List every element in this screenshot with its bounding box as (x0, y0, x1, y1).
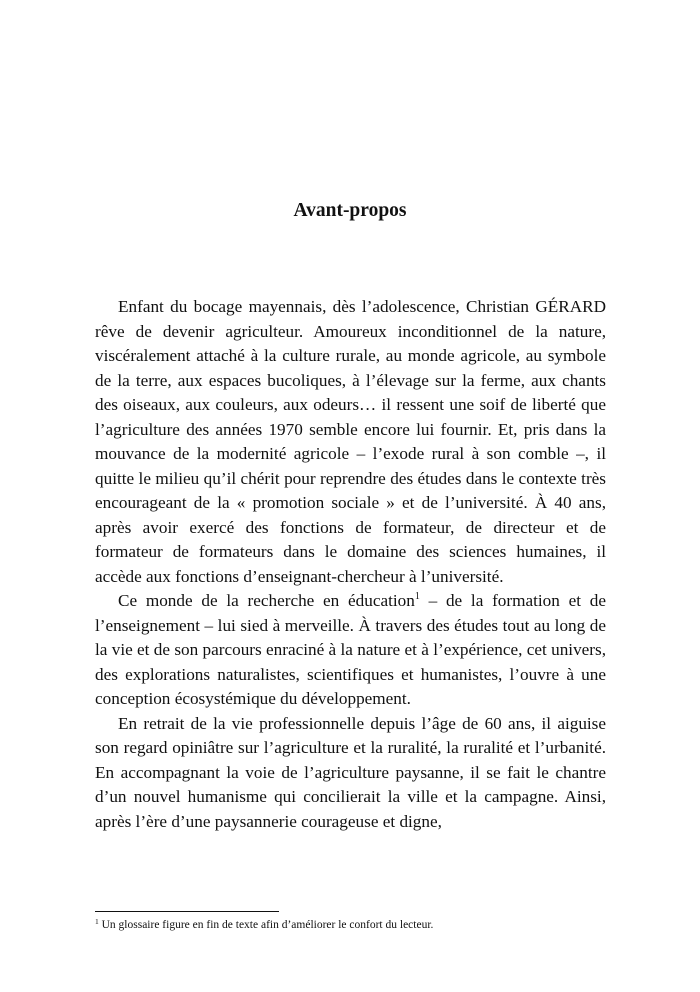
paragraph-2-text-start: Ce monde de la recherche en éducation (118, 591, 415, 610)
paragraph-1-text: Enfant du bocage mayennais, dès l’adolescence, Christian GÉRARD rêve de devenir agriculteur. Amoureux inconditionnel de la nature, viscéralement attaché à la culture rurale, au monde agricole, au symbole de la terre, aux espaces bucoliques, à l’élevage sur la ferme, aux chants des oiseaux, aux couleurs, aux odeurs… il ressent une soif de liberté que l’agriculture des années 1970 semble encore lui fournir. Et, pris dans la mouvance de la modernité agricole – l’exode rural à son comble –, il quitte le milieu qu’il chérit pour reprendre des études dans le contexte très encourageant de la « promotion sociale » et de l’université. À 40 ans, après avoir exercé des fonctions de formateur, de directeur et de formateur de formateurs dans le domaine des sciences humaines, il accède aux fonctions d’enseignant-chercheur à l’université. (95, 297, 606, 586)
footnote-text: Un glossaire figure en fin de texte afin d’améliorer le confort du lecteur. (98, 919, 434, 931)
body-text (95, 295, 606, 834)
footnote (95, 918, 606, 932)
paragraph-2-text-end: – de la formation et de l’enseignement – lui sied à merveille. À travers des études tout au long de la vie et de son parcours enraciné à la nature et à l’expérience, cet univers, des explorations naturalistes, scientifiques et humanistes, l’ouvre à une conception écosystémique du développement. (95, 591, 606, 708)
paragraph-1 (95, 295, 606, 589)
paragraph-2 (95, 589, 606, 712)
footnote-number: 1 (95, 917, 99, 926)
paragraph-3-text: En retrait de la vie professionnelle depuis l’âge de 60 ans, il aiguise son regard opiniâtre sur l’agriculture et la ruralité, la ruralité et l’urbanité. En accompagnant la voie de l’agriculture paysanne, il se fait le chantre d’un nouvel humanisme qui concilierait la ville et la campagne. Ainsi, après l’ère d’une paysannerie courageuse et digne, (95, 713, 606, 831)
page-title: Avant-propos (293, 200, 407, 221)
paragraph-3 (95, 712, 606, 835)
footnote-reference: 1 (414, 591, 420, 602)
footnote-divider (95, 911, 279, 912)
